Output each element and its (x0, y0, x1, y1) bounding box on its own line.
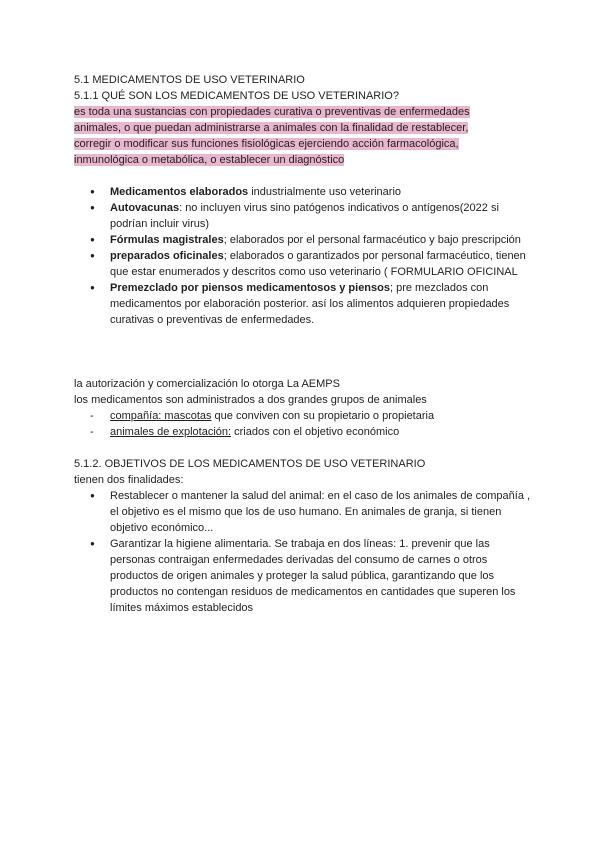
list-item (74, 424, 534, 440)
groups-intro: los medicamentos son administrados a dos grandes grupos de animales (74, 394, 427, 406)
list-item-text: ; pre mezclados con medicamentos por elaboración posterior. así los alimentos adquieren propiedades curativas o preventivas de enfermedades. (110, 282, 510, 326)
list-item-text: que conviven con su propietario o propietaria (211, 410, 435, 422)
list-item (74, 200, 534, 232)
list-item-text: ; elaborados o garantizados por personal farmacéutico, tienen que estar enumerados y descritos como uso veterinario ( FORMULARIO OFICINAL (110, 250, 526, 278)
list-item-text: ; elaborados por el personal farmacéutico y bajo prescripción (223, 234, 521, 246)
list-item-term: Medicamentos elaborados (110, 186, 249, 198)
types-list (74, 184, 534, 328)
list-item (74, 232, 534, 248)
groups-list (74, 408, 534, 440)
definition-line: inmunológica o metabólica, o establecer un diagnóstico (74, 154, 345, 166)
objectives-intro: tienen dos finalidades: (74, 474, 184, 486)
authorization-block (74, 376, 534, 440)
list-item (74, 408, 534, 424)
list-item-text: industrialmente uso veterinario (248, 186, 402, 198)
objectives-block (74, 456, 534, 616)
definition-line: animales, o que puedan administrarse a animales con la finalidad de restablecer, (74, 122, 469, 134)
list-item (74, 248, 534, 280)
list-item-term: compañía: mascotas (110, 410, 212, 422)
list-item-term: Autovacunas (110, 202, 180, 214)
list-item-text: criados con el objetivo económico (231, 426, 400, 438)
types-list-block (74, 184, 534, 328)
list-item (74, 184, 534, 200)
list-item-term: preparados oficinales (110, 250, 224, 262)
section-heading-block (74, 72, 534, 104)
list-item-term: Fórmulas magistrales (110, 234, 224, 246)
definition-line: es toda una sustancias con propiedades curativa o preventivas de enfermedades (74, 106, 470, 118)
section-heading: 5.1 MEDICAMENTOS DE USO VETERINARIO (74, 74, 305, 86)
list-item: ● Garantizar la higiene alimentaria. Se trabaja en dos líneas: 1. prevenir que las personas contraigan enfermedades derivadas del consumo de carnes o otros productos de origen animales y proteger la salud pública, garantizando que los productos no contengan residuos de medicamentos en cantidades que superen los límites máximos establecidos (74, 536, 534, 616)
definition-line: corregir o modificar sus funciones fisiológicas ejerciendo acción farmacológica, (74, 138, 459, 150)
list-item-term: Premezclado por piensos medicamentosos y piensos (110, 282, 390, 294)
subsection-heading: 5.1.1 QUÉ SON LOS MEDICAMENTOS DE USO VETERINARIO? (74, 90, 399, 102)
list-item: ● Restablecer o mantener la salud del animal: en el caso de los animales de compañía , el objetivo es el mismo que los de uso humano. En animales de granja, si tienen objetivo económico... (74, 488, 534, 536)
authorization-text: la autorización y comercialización lo otorga La AEMPS (74, 378, 340, 390)
definition-paragraph (74, 104, 534, 168)
list-item (74, 280, 534, 328)
objectives-heading: 5.1.2. OBJETIVOS DE LOS MEDICAMENTOS DE USO VETERINARIO (74, 458, 426, 470)
objectives-list (74, 488, 534, 616)
list-item-text: : no incluyen virus sino patógenos indicativos o antígenos(2022 si podrían incluir virus) (110, 202, 499, 230)
list-item-term: animales de explotación: (110, 426, 232, 438)
